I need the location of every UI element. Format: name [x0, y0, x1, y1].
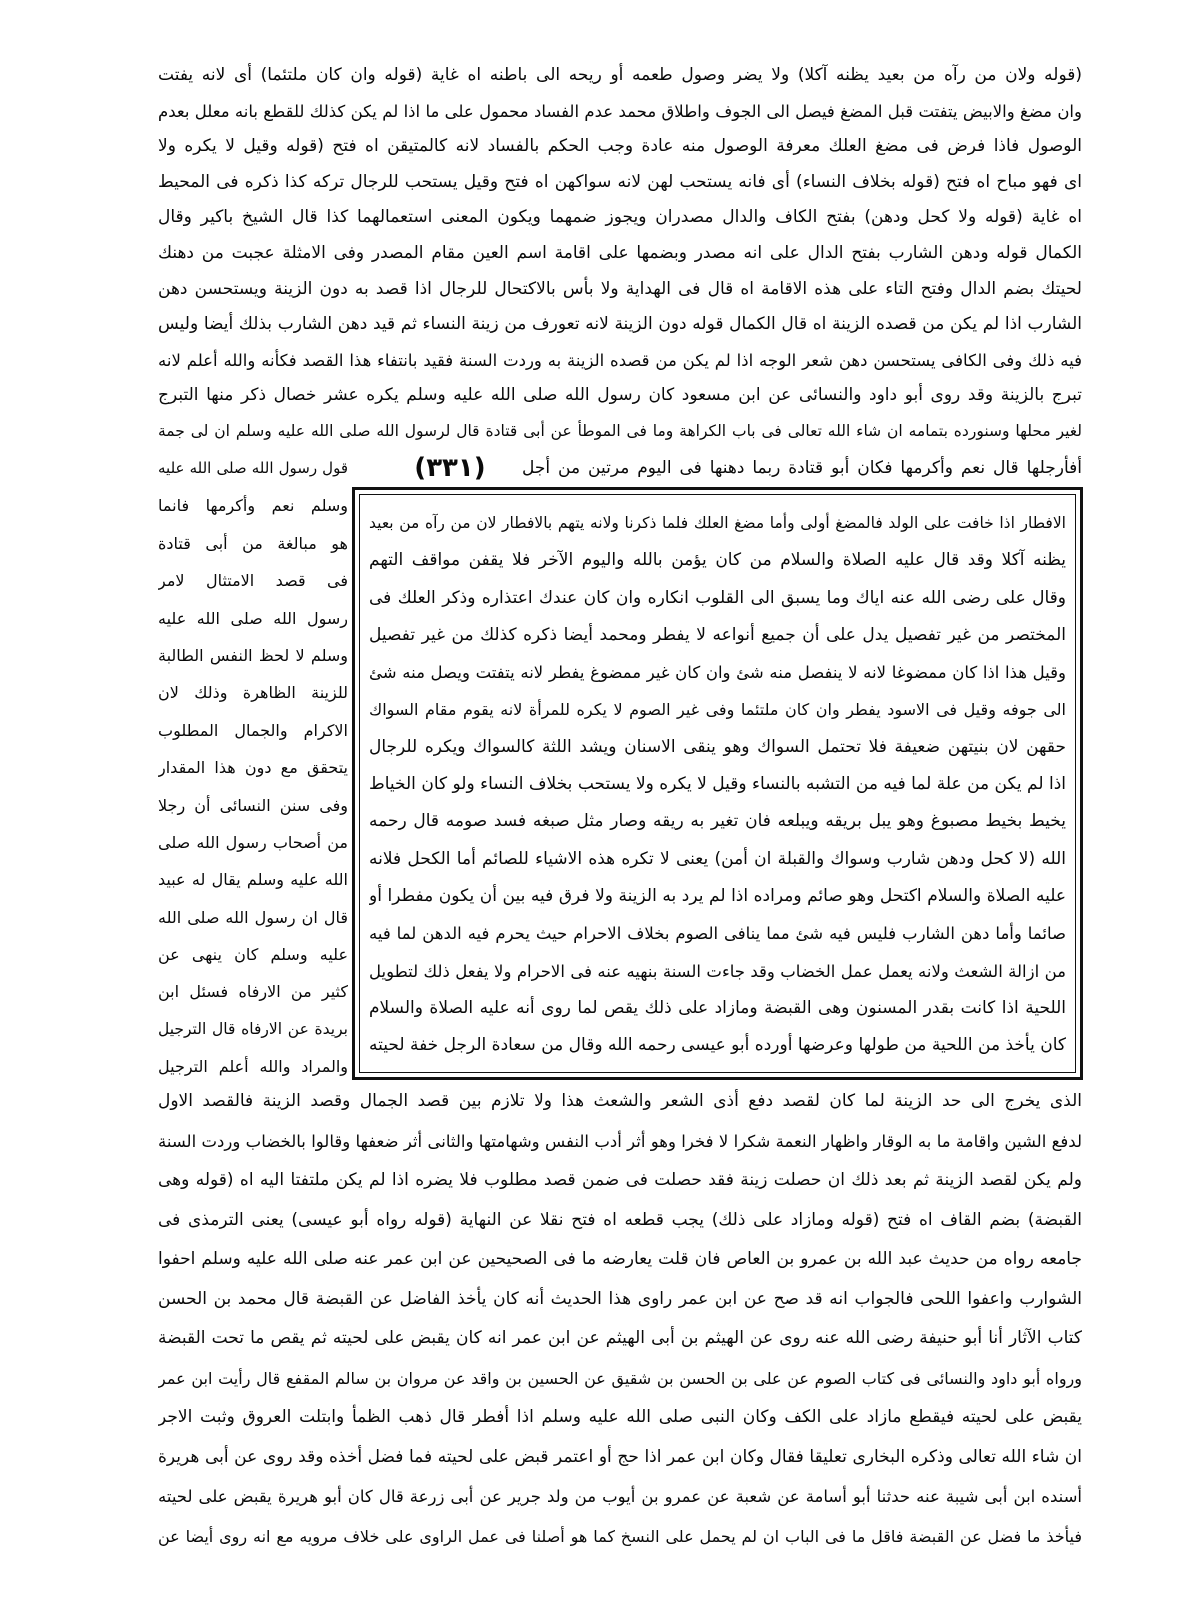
- commentary-line: جامعه رواه من حديث عبد الله بن عمرو بن العاص فان قلت يعارضه ما فى الصحيحين عن ابن عمر عنه صلى الله عليه وسلم احفوا: [158, 1249, 1082, 1269]
- margin-line: قول رسول الله صلى الله عليه: [158, 459, 348, 477]
- main-text-line: وقيل هذا اذا كان ممضوغا لانه لا ينفصل منه شئ وان كان غير ممضوغ يفطر لانه يتفتت ويصل منه شئ: [369, 663, 1066, 683]
- margin-line: الله عليه وسلم يقال له عبيد: [158, 870, 348, 890]
- margin-line: فى قصد الامتثال لامر: [158, 571, 348, 591]
- main-text-line: عليه الصلاة والسلام اكتحل وهو صائم ومراده اذا لم يرد به الزينة ولا فرق فيه بين أن يكون مفطرا أو: [369, 885, 1066, 906]
- margin-line: وسلم لا لحظ النفس الطالبة: [158, 645, 348, 665]
- commentary-line: الوصول فاذا فرض فى مضغ العلك معرفة الوصول منه عادة وجب الحكم بالفساد لانه كالمتيقن اه فتح (قوله وقيل لا يكره ولا: [158, 136, 1082, 157]
- commentary-line: الشوارب واعفوا اللحى فالجواب انه قد صح عن ابن عمر راوى هذا الحديث أنه كان يأخذ الفاضل عن القبضة قال محمد بن الحسن: [158, 1288, 1082, 1309]
- margin-line: من أصحاب رسول الله صلى: [158, 832, 348, 852]
- commentary-line: أسنده ابن أبى شيبة عنه حدثنا أبو أسامة عن شعبة عن عمرو بن أيوب من ولد جرير عن أبى زرعة قال كان أبو هريرة يقبض على لحيته: [158, 1487, 1082, 1506]
- margin-line: يتحقق مع دون هذا المقدار: [158, 758, 348, 778]
- main-text-line: اللحية اذا كانت بقدر المسنون وهى القبضة ومازاد على ذلك يقص لما روى أنه عليه الصلاة والسلام: [369, 997, 1066, 1018]
- margin-commentary: [158, 450, 348, 1086]
- margin-line: الاكرام والجمال المطلوب: [158, 720, 348, 740]
- margin-line: وسلم نعم وأكرمها فانما: [158, 496, 348, 516]
- commentary-line: الشارب اذا لم يكن من قصده الزينة اه قال الكمال قوله دون الزينة لانه تعورف من زينة النساء ثم قيد دهن الشارب بذلك أيضا وليس: [158, 314, 1082, 335]
- bottom-commentary: [158, 1082, 1082, 1556]
- commentary-line: ولم يكن لقصد الزينة ثم بعد ذلك ان حصلت زينة فقد حصلت فى ضمن قصد مطلوب فلا يضره اذا لم يكن ملتفتا اليه اه (قوله وهى: [158, 1170, 1082, 1190]
- margin-line: وفى سنن النسائى أن رجلا: [158, 795, 348, 815]
- commentary-line: (قوله ولان من رآه من بعيد يظنه آكلا) ولا يضر وصول طعمه أو ريحه الى باطنه اه غاية (قوله وان كان ملتئما) أى لانه يفتت: [158, 65, 1082, 85]
- commentary-line: كتاب الآثار أنا أبو حنيفة رضى الله عنه روى عن الهيثم بن أبى الهيثم عن ابن عمر انه كان يقبض على لحيته ثم يقص ما تحت القبضة: [158, 1328, 1082, 1348]
- commentary-line: ورواه أبو داود والنسائى فى كتاب الصوم عن على بن الحسن بن شقيق عن الحسين بن واقد عن مروان بن سالم المقفع قال رأيت ابن عمر: [158, 1368, 1082, 1388]
- commentary-line: ان شاء الله تعالى وذكره البخارى تعليقا فقال وكان ابن عمر اذا حج أو اعتمر قبض على لحيته فما فضل أخذه وقد روى عن أبى هريرة: [158, 1446, 1082, 1467]
- commentary-line: لحيتك بضم الدال وفتح التاء على هذه الاقامة اه قال فى الهداية ولا بأس بالاكتحال للرجال اذا قصد به دون الزينة ويستحسن دهن: [158, 278, 1082, 299]
- margin-line: للزينة الظاهرة وذلك لان: [158, 683, 348, 703]
- commentary-line: لغير محلها وسنورده بتمامه ان شاء الله تعالى فى باب الكراهة وما فى الموطأ عن أبى قتادة قال لرسول الله صلى الله عليه وسلم ان لى جمة: [158, 421, 1082, 440]
- commentary-line: القبضة) بضم القاف اه فتح (قوله ومازاد على ذلك) يجب قطعه اه فتح نقلا عن النهاية (قوله رواه أبو عيسى) يعنى الترمذى فى: [158, 1209, 1082, 1230]
- main-text-line: الى جوفه وقيل فى الاسود يفطر وان كان ملتئما وفى غير الصوم لا يكره للمرأة لانه يقوم مقام السواك: [369, 700, 1066, 720]
- main-text-box: [352, 487, 1083, 1080]
- page-number: (٣٣١): [414, 453, 486, 483]
- margin-line: كثير من الارفاه فسئل ابن: [158, 982, 348, 1002]
- commentary-line: تبرج بالزينة وقد روى أبو داود والنسائى عن ابن مسعود كان رسول الله صلى الله عليه وسلم يكره عشر خصال ذكر منها التبرج: [158, 385, 1082, 406]
- top-commentary: [158, 58, 1082, 450]
- commentary-line: لدفع الشين واقامة ما به الوقار واظهار النعمة شكرا لا فخرا وهو أثر أدب النفس وشهامتها والثانى أثر ضعفها وقالوا بالخضاب وردت السنة: [158, 1131, 1082, 1151]
- commentary-line: الكمال قوله ودهن الشارب بفتح الدال على انه مصدر وبضمها على اقامة اسم العين مقام المصدر وفى الامثلة عجبت من دهنك: [158, 242, 1082, 263]
- commentary-line: الذى يخرج الى حد الزينة لما كان لقصد دفع أذى الشعر والشعث هذا ولا تلازم بين قصد الجمال وقصد الزينة فالقصد الاول: [158, 1091, 1082, 1111]
- main-text-line: يخيط بخيط مصبوغ وهو يبل بريقه ويبلعه فان تغير به ريقه وصار مثل صبغه فسد صومه قال رحمه: [369, 811, 1066, 832]
- main-text-line: اذا لم يكن من علة لما فيه من التشبه بالنساء وقيل لا يكره ولا يستحب بخلاف النساء ولو كان الخياط: [369, 774, 1066, 795]
- commentary-line: فيه ذلك وفى الكافى يستحسن دهن شعر الوجه اذا لم يكن من قصده الزينة به وردت السنة فقيد بانتفاء هذا القصد فكأنه والله أعلم لانه: [158, 350, 1082, 370]
- margin-line: قال ان رسول الله صلى الله: [158, 907, 348, 927]
- commentary-line: فيأخذ ما فضل عن القبضة فاقل ما فى الباب ان لم يحمل على النسخ كما هو أصلنا فى عمل الراوى على خلاف مرويه مع انه روى أيضا عن: [158, 1526, 1082, 1546]
- margin-line: رسول الله صلى الله عليه: [158, 608, 348, 628]
- commentary-line: أفأرجلها قال نعم وأكرمها فكان أبو قتادة ربما دهنها فى اليوم مرتين من أجل: [522, 458, 1082, 478]
- margin-line: عليه وسلم كان ينهى عن: [158, 945, 348, 965]
- margin-line: والمراد والله أعلم الترجيل: [158, 1057, 348, 1077]
- main-text-line: كان يأخذ من اللحية من طولها وعرضها أورده أبو عيسى رحمه الله وقال من سعادة الرجل خفة لحيته: [369, 1035, 1066, 1056]
- main-text-line: وقال على رضى الله عنه اياك وما يسبق الى القلوب انكاره وان كان عندك اعتذاره وذكر العلك فى: [369, 587, 1066, 608]
- commentary-line: وان مضغ والابيض يتفتت قبل المضغ فيصل الى الجوف واطلاق محمد عدم الفساد محمول على ما اذا لم يكن كذلك للقطع بانه معلل بعدم: [158, 101, 1082, 121]
- main-text-line: المختصر من غير تفصيل يدل على أن جميع أنواعه لا يفطر ومحمد أيضا ذكره كذلك من غير تفصيل: [369, 624, 1066, 645]
- margin-line: هو مبالغة من أبى قتادة: [158, 533, 348, 553]
- main-text-line: الله (لا كحل ودهن شارب وسواك والقبلة ان أمن) يعنى لا تكره هذه الاشياء للصائم أما الكحل فلانه: [369, 848, 1066, 869]
- main-text-line: من ازالة الشعث ولانه يعمل عمل الخضاب وقد جاءت السنة بنهيه عنه فى الاحرام ولا يفعل ذلك لتطويل: [369, 961, 1066, 981]
- commentary-line: اه غاية (قوله ولا كحل ودهن) بفتح الكاف والدال مصدران ويجوز ضمهما ويكون المعنى استعمالهما كذا قال الشيخ باكير وقال: [158, 207, 1082, 228]
- margin-line: بريدة عن الارفاه قال الترجيل: [158, 1019, 348, 1038]
- main-text-line: الافطار اذا خافت على الولد فالمضغ أولى وأما مضغ العلك فلما ذكرنا ولانه يتهم بالافطار لان من رآه من بعيد: [369, 514, 1066, 532]
- commentary-line: اى فهو مباح اه فتح (قوله بخلاف النساء) أى فانه يستحب لهن لانه سواكهن اه فتح وقيل يستحب للرجال تركه كذا ذكره فى المحيط: [158, 171, 1082, 192]
- commentary-line: يقبض على لحيته فيقطع مازاد على الكف وكان النبى صلى الله عليه وسلم اذا أفطر قال ذهب الظمأ وابتلت العروق وثبت الاجر: [158, 1407, 1082, 1427]
- main-text-line: صائما وأما دهن الشارب فليس فيه شئ مما ينافى الصوم بخلاف الاحرام حيث يحرم فيه الدهن لما فيه: [369, 924, 1066, 944]
- main-text-line: حقهن لان بنيتهن ضعيفة فلا تحتمل السواك وهو ينقى الاسنان ويشد اللثة كالسواك ويكره للرجال: [369, 736, 1066, 757]
- main-text-line: يظنه آكلا وقد قال عليه الصلاة والسلام من كان يؤمن بالله واليوم الآخر فلا يقفن مواقف التهم: [369, 550, 1066, 571]
